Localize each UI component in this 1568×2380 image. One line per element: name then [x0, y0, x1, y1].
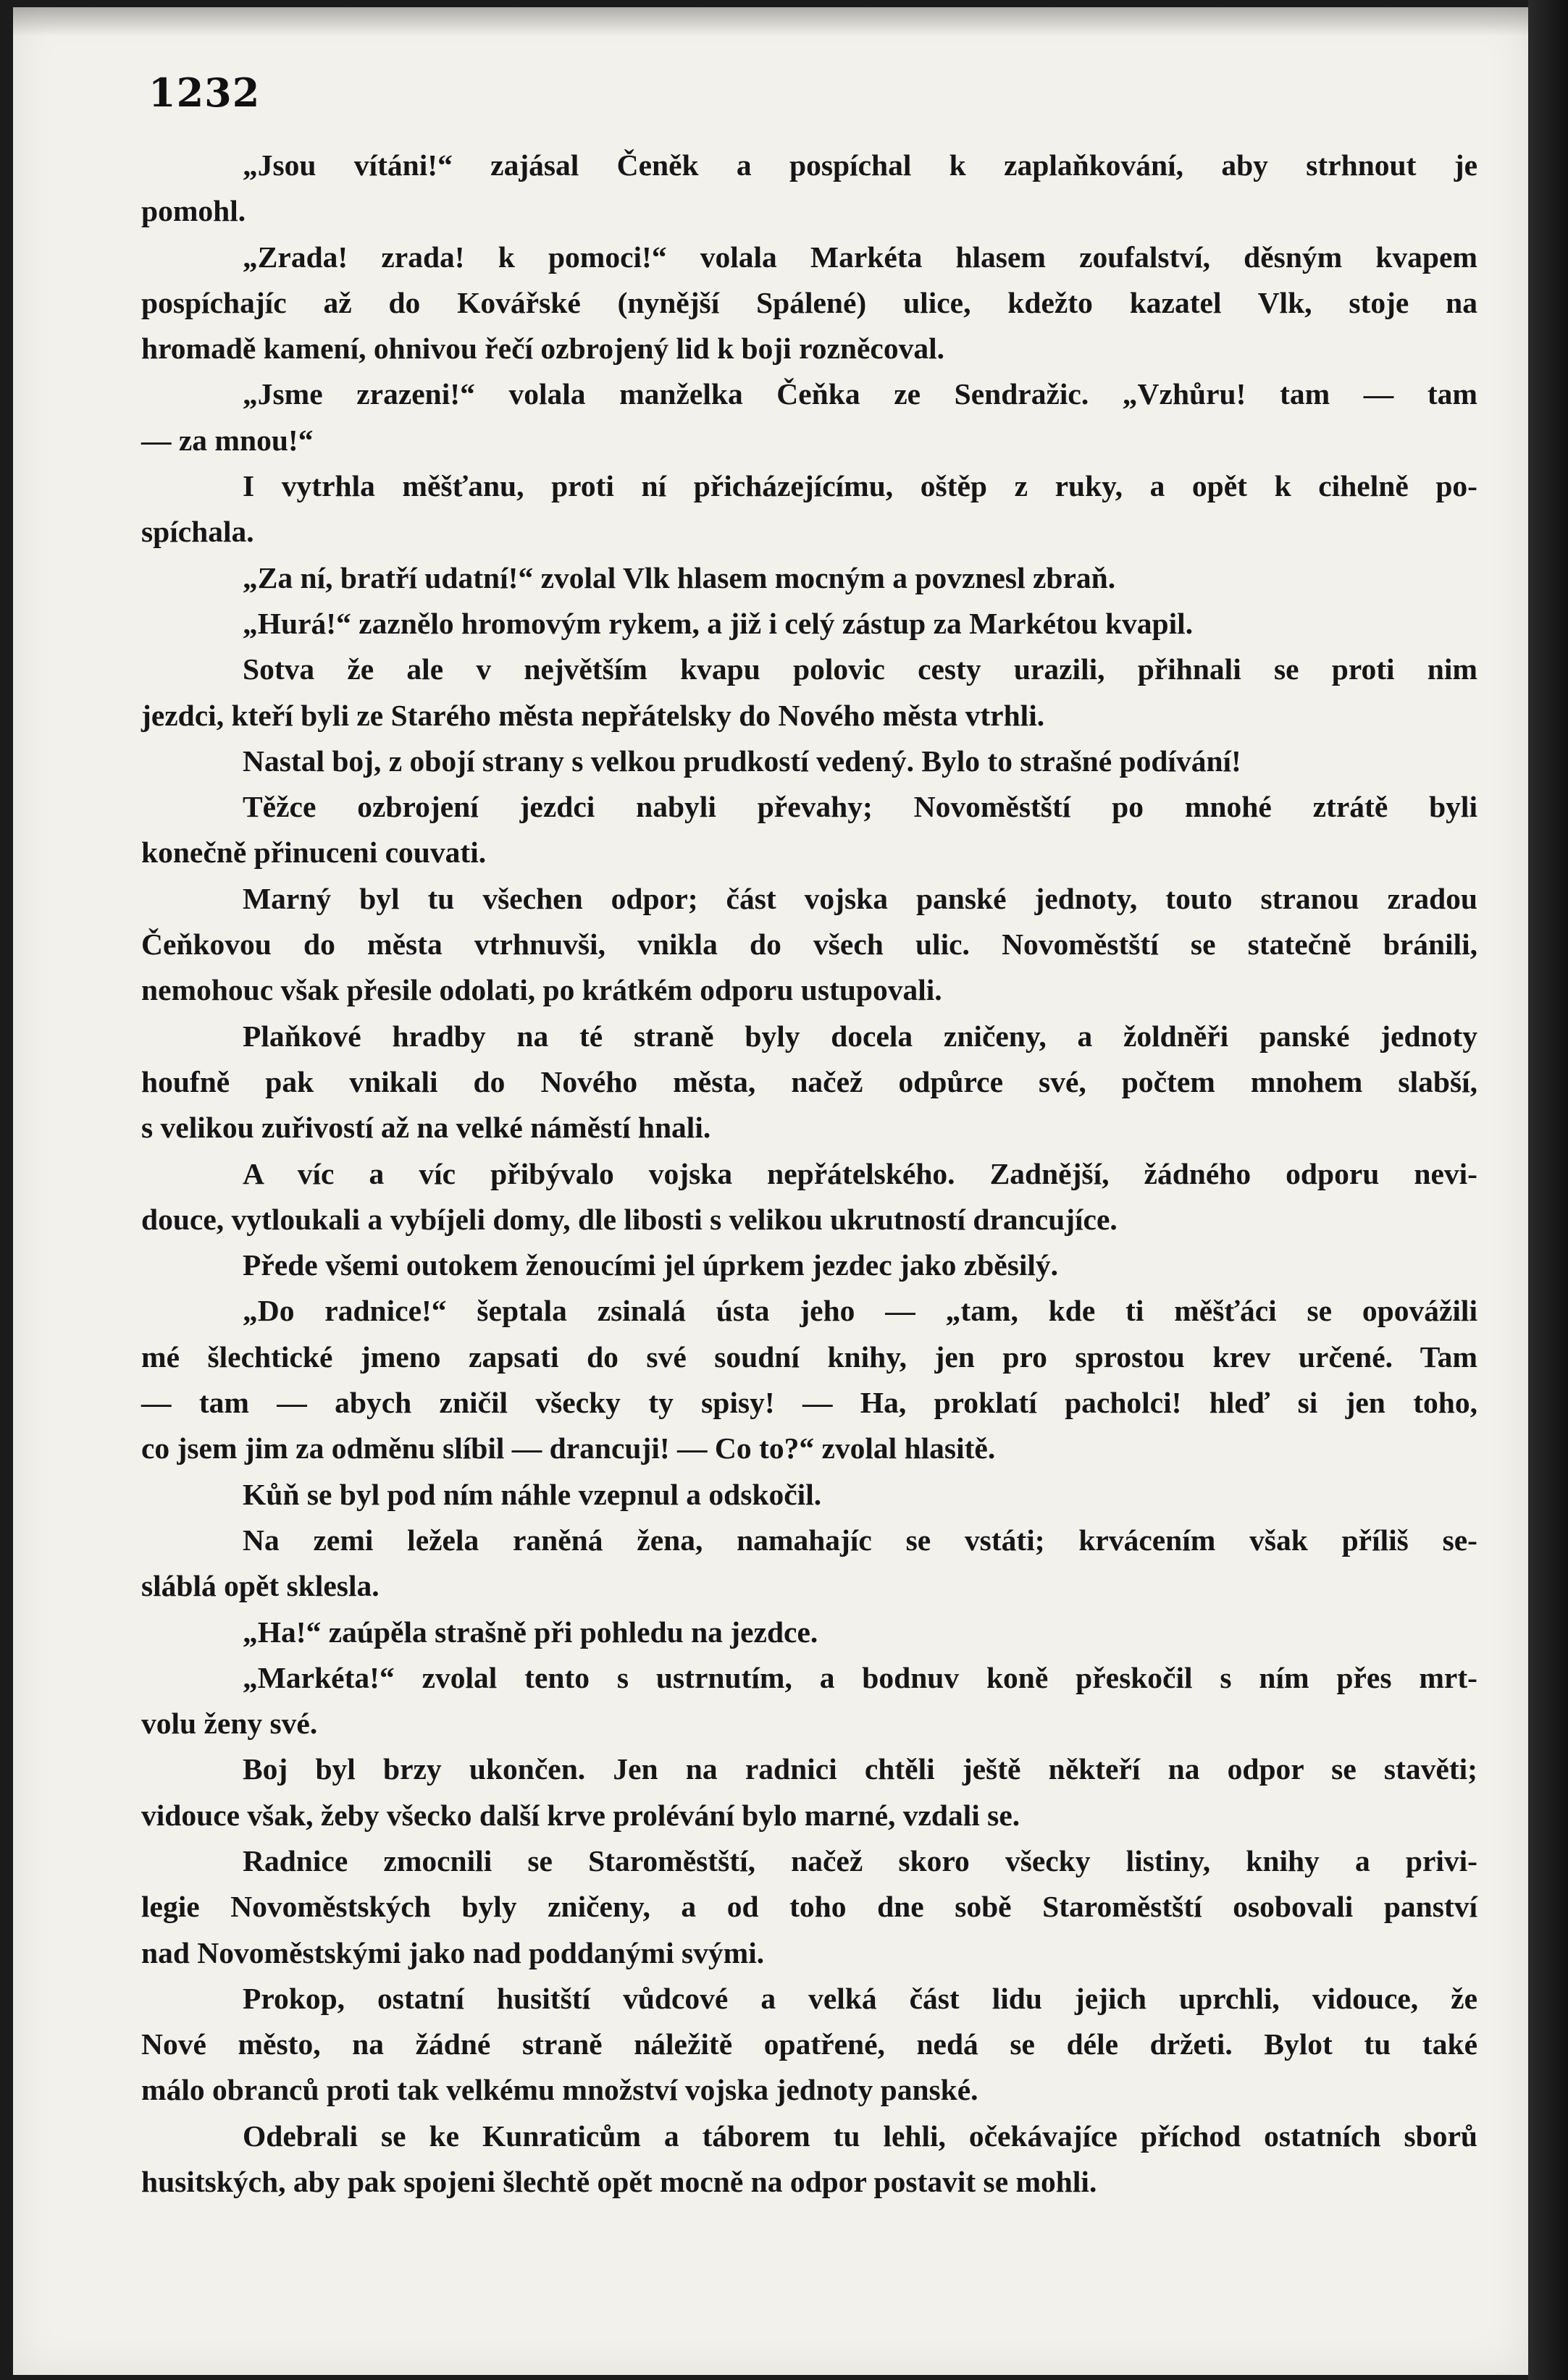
text-line: volu ženy své. [141, 1707, 318, 1741]
text-line: Prokop, ostatní husitští vůdcové a velká část lidu jejich uprchli, vidouce, že [243, 1981, 1477, 2015]
text-line: „Hurá!“ zaznělo hromovým rykem, a již i celý zástup za Markétou kvapil. [243, 606, 1194, 640]
text-line: husitských, aby pak spojeni šlechtě opět mocně na odpor postavit se mohli. [141, 2165, 1097, 2199]
text-line: Čeňkovou do města vtrhnuvši, vnikla do všech ulic. Novoměstští se statečně bránili, [141, 928, 1477, 962]
text-line: Sotva že ale v největším kvapu polovic cesty urazili, přihnali se proti nim [243, 652, 1477, 686]
text-line: „Za ní, bratří udatní!“ zvolal Vlk hlasem mocným a povznesl zbraň. [243, 560, 1116, 594]
text-line: Nové město, na žádné straně náležitě opatřené, nedá se déle držeti. Bylot tu také [141, 2027, 1477, 2061]
text-line: „Do radnice!“ šeptala zsinalá ústa jeho — „tam, kde ti měšťáci se opovážili [243, 1294, 1477, 1328]
text-line: Odebrali se ke Kunraticům a táborem tu lehli, očekávajíce příchod ostatních sborů [243, 2119, 1477, 2153]
page-number: 1232 [148, 70, 261, 116]
text-line: legie Novoměstských byly zničeny, a od toho dne sobě Staroměstští osobovali panství [141, 1890, 1477, 1924]
text-line: „Jsou vítáni!“ zajásal Čeněk a pospíchal k zaplaňkování, aby strhnout je [243, 148, 1477, 182]
text-line: „Ha!“ zaúpěla strašně při pohledu na jezdce. [243, 1615, 818, 1649]
text-line: A víc a víc přibývalo vojska nepřátelského. Zadnější, žádného odporu nevi- [243, 1156, 1477, 1190]
text-line: Radnice zmocnili se Staroměstští, načež skoro všecky listiny, knihy a privi- [243, 1843, 1477, 1877]
text-line: Nastal boj, z obojí strany s velkou prudkostí vedený. Bylo to strašné podívání! [243, 744, 1241, 778]
text-line: Těžce ozbrojení jezdci nabyli převahy; Novoměstští po mnohé ztrátě byli [243, 790, 1477, 824]
text-line: s velikou zuřivostí až na velké náměstí hnali. [141, 1111, 711, 1145]
text-line: co jsem jim za odměnu slíbil — drancuji! — Co to?“ zvolal hlasitě. [141, 1431, 996, 1466]
text-line: douce, vytloukali a vybíjeli domy, dle libosti s velikou ukrutností drancujíce. [141, 1202, 1118, 1236]
text-line: Boj byl brzy ukončen. Jen na radnici chtěli ještě někteří na odpor se stavěti; [243, 1752, 1477, 1786]
text-line: houfně pak vnikali do Nového města, načež odpůrce své, počtem mnohem slabší, [141, 1064, 1477, 1098]
text-line: Plaňkové hradby na té straně byly docela zničeny, a žoldněři panské jednoty [243, 1019, 1477, 1053]
text-line: vidouce však, žeby všecko další krve prolévání bylo marné, vzdali se. [141, 1798, 1020, 1832]
text-line: sláblá opět sklesla. [141, 1569, 380, 1603]
text-line: málo obranců proti tak velkému množství vojska jednoty panské. [141, 2073, 978, 2107]
text-line: Přede všemi outokem ženoucími jel úprkem jezdec jako zběsilý. [243, 1248, 1059, 1282]
text-line: — za mnou!“ [141, 423, 314, 457]
text-line: „Markéta!“ zvolal tento s ustrnutím, a bodnuv koně přeskočil s ním přes mrt- [243, 1660, 1477, 1694]
text-line: Marný byl tu všechen odpor; část vojska panské jednoty, touto stranou zradou [243, 881, 1477, 915]
text-line: mé šlechtické jmeno zapsati do své soudní knihy, jen pro sprostou krev určené. Tam [141, 1340, 1477, 1374]
text-line: „Jsme zrazeni!“ volala manželka Čeňka ze Sendražic. „Vzhůru! tam — tam [243, 377, 1477, 411]
text-line: nad Novoměstskými jako nad poddanými svými. [141, 1935, 765, 1969]
text-line: spíchala. [141, 515, 254, 549]
text-line: „Zrada! zrada! k pomoci!“ volala Markéta hlasem zoufalství, děsným kvapem [243, 240, 1477, 274]
text-line: Na zemi ležela raněná žena, namahajíc se vstáti; krvácením však příliš se- [243, 1523, 1477, 1557]
scanner-edge [1528, 0, 1568, 2380]
body-text [141, 143, 1477, 2205]
text-line: — tam — abych zničil všecky ty spisy! — Ha, proklatí pacholci! hleď si jen toho, [141, 1386, 1477, 1420]
text-line: jezdci, kteří byli ze Starého města nepřátelsky do Nového města vtrhli. [141, 698, 1045, 732]
text-line: I vytrhla měšťanu, proti ní přicházejícímu, oštěp z ruky, a opět k cihelně po- [243, 469, 1477, 503]
text-line: nemohouc však přesile odolati, po krátkém odporu ustupovali. [141, 973, 942, 1007]
text-line: pomohl. [141, 194, 246, 228]
text-line: hromadě kamení, ohnivou řečí ozbrojený lid k boji rozněcoval. [141, 332, 944, 366]
text-line: pospíchajíc až do Kovářské (nynější Spálené) ulice, kdežto kazatel Vlk, stoje na [141, 285, 1477, 319]
text-line: Kůň se byl pod ním náhle vzepnul a odskočil. [243, 1477, 822, 1511]
text-line: konečně přinuceni couvati. [141, 836, 487, 870]
page-top-shadow [13, 7, 1528, 36]
